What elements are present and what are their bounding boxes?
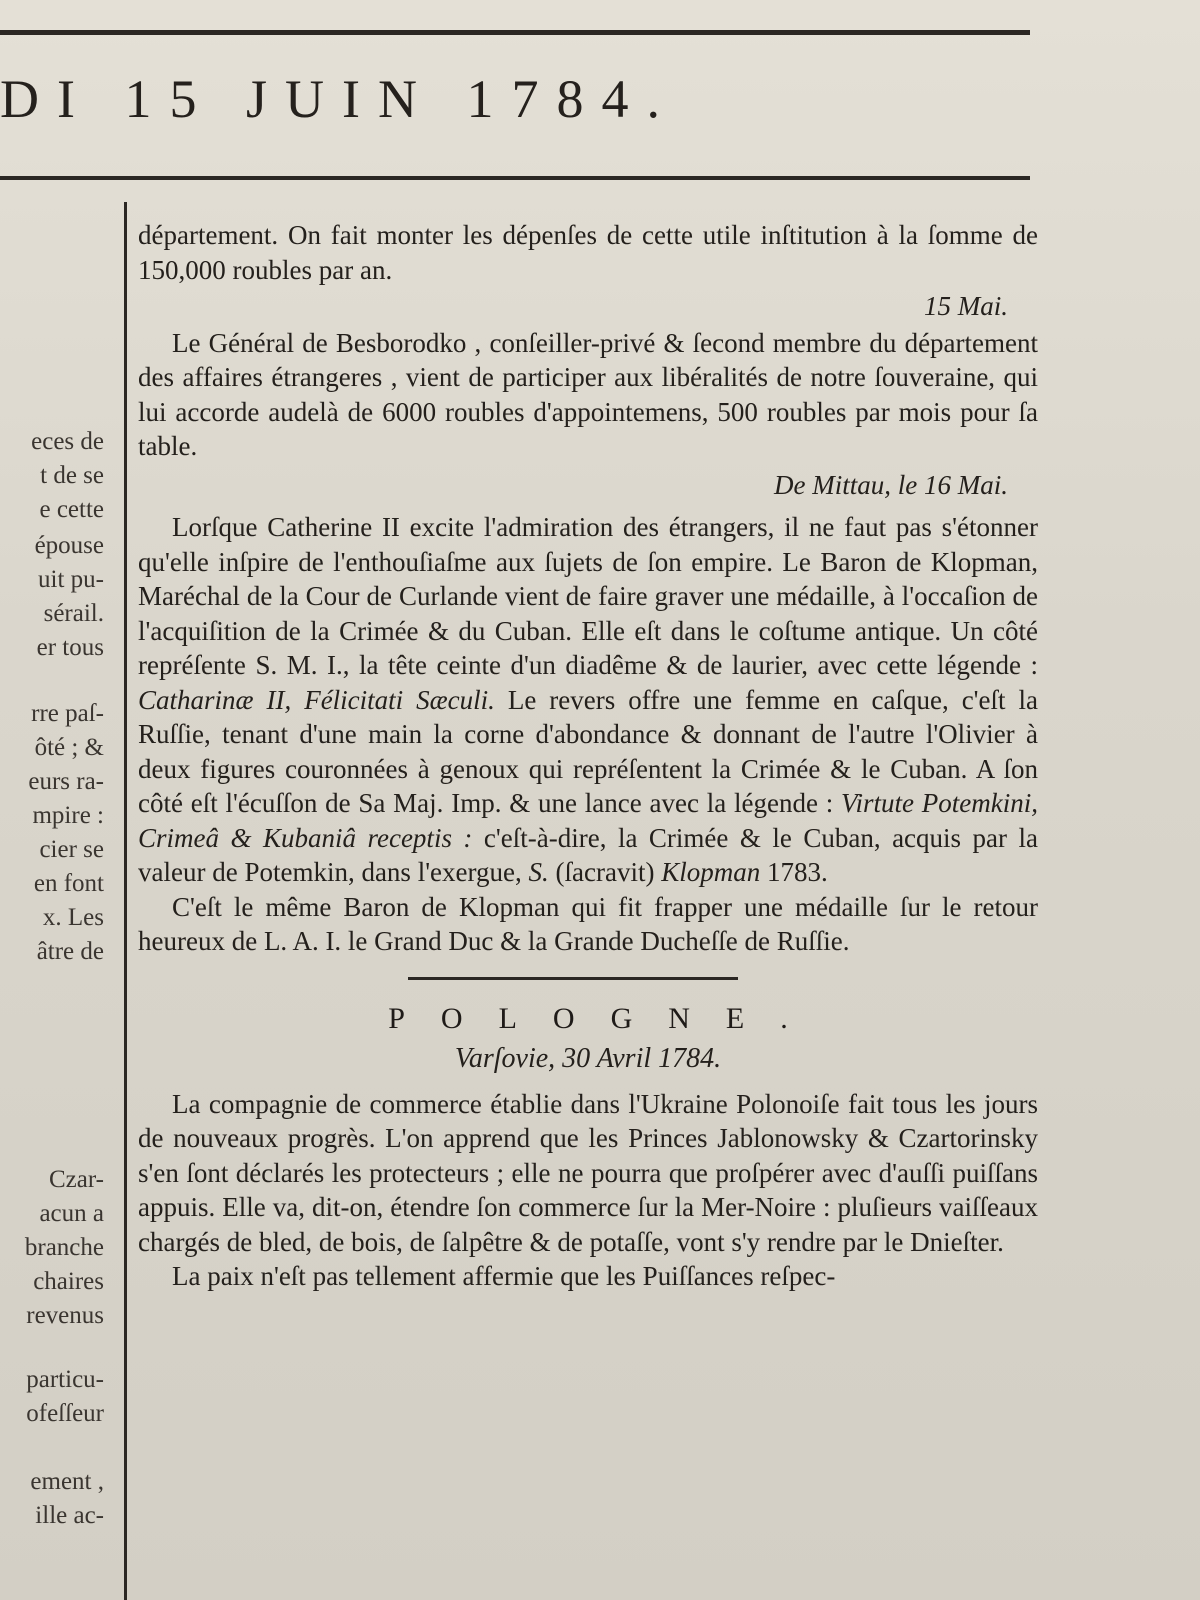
left-fragment: ille ac- (35, 1502, 104, 1529)
left-fragment: mpire : (32, 802, 104, 829)
left-fragment: épouse (34, 532, 104, 559)
left-fragment: t de se (40, 462, 104, 489)
text-run: 1783. (760, 857, 828, 887)
main-column (138, 218, 1038, 1294)
section-dateline: Varſovie, 30 Avril 1784. (454, 1043, 722, 1074)
text-run: Le revers offre une femme en caſque, c'eſt la Ruſſie, tenant d'une main la corne d'abondance & donnant de l'autre l'Olivier à deux figures couronnées à genoux qui repréſentent la Crimée & le Cuban. A ſon côté eſt l'écuſſon de Sa Maj. Imp. & une lance avec la légende : (138, 684, 1038, 818)
left-fragment: eurs ra- (28, 768, 104, 795)
column-rule (124, 202, 127, 1600)
left-fragment: particu- (26, 1366, 104, 1393)
left-fragment: Czar- (48, 1166, 104, 1193)
left-fragment: sérail. (43, 600, 104, 627)
left-fragment: branche (24, 1234, 104, 1261)
masthead-date: DI 15 JUIN 1784. (0, 69, 678, 129)
text-run: Lorſque Catherine II excite l'admiration des étrangers, il ne faut pas s'étonner qu'elle inſpire de l'enthouſiaſme aux ſujets de ſon empire. Le Baron de Klopman, Maréchal de la Cour de Curlande vient de faire graver une médaille, à l'occaſion de l'acquiſition de la Crimée & du Cuban. Elle eſt dans le coſtume antique. Un côté repréſente S. M. I., la tête ceinte d'un diadême & de laurier, avec cette légende : (138, 512, 1038, 680)
legend-text: Catharinæ II, Félicitati Sæculi. (138, 684, 495, 715)
legend-text: Klopman (661, 857, 761, 887)
left-fragment: ofeſſeur (26, 1400, 104, 1427)
dateline: 15 Mai. (924, 291, 1008, 321)
left-fragment: en font (33, 870, 104, 897)
left-fragment: er tous (36, 634, 104, 661)
article-paragraph: Le Général de Besborodko , conſeiller-privé & ſecond membre du département des affaires étrangeres , vient de participer aux libéralités de notre ſouveraine, qui lui accorde audelà de 6000 roubles d'appointemens, 500 roubles par mois pour ſa table. (138, 327, 1038, 461)
top-rule (0, 30, 1030, 35)
legend-text: S. (528, 857, 549, 887)
left-fragment: cier se (39, 836, 104, 863)
left-fragment: acun a (39, 1200, 104, 1227)
text-run: (ſacravit) (548, 857, 662, 887)
header-rule (0, 176, 1030, 180)
left-fragment: rre paſ- (31, 700, 104, 727)
left-fragment: chaires (33, 1268, 104, 1295)
section-paragraph: La compagnie de commerce établie dans l'Ukraine Polonoiſe fait tous les jours de nouveaux progrès. L'on apprend que les Princes Jablonowsky & Czartorinsky s'en ſont déclarés les protecteurs ; elle ne pourra que proſpérer avec d'auſſi puiſſans appuis. Elle va, dit-on, étendre ſon commerce ſur la Mer-Noire : pluſieurs vaiſſeaux chargés de bled, de bois, de ſalpêtre & de potaſſe, vont s'y rendre par le Dnieſter. (138, 1088, 1038, 1257)
dateline: De Mittau, le 16 Mai. (774, 469, 1008, 500)
section-paragraph: La paix n'eſt pas tellement affermie que les Puiſſances reſpec- (172, 1261, 836, 1291)
section-rule (408, 977, 738, 980)
article-paragraph (138, 510, 1038, 890)
left-fragment: uit pu- (38, 566, 104, 593)
left-fragment: revenus (26, 1302, 104, 1329)
article-paragraph: département. On fait monter les dépenſes de cette utile inſtitution à la ſomme de 150,000 roubles par an. (138, 220, 1038, 285)
article-paragraph: C'eſt le même Baron de Klopman qui fit frapper une médaille ſur le retour heureux de L. A. I. le Grand Duc & la Grande Ducheſſe de Ruſſie. (138, 891, 1038, 956)
text-run: c'eſt-à-dire, la Crimée & le Cuban, acquis par la valeur de Potemkin, dans l'exergue, (138, 822, 1038, 887)
left-fragment: x. Les (42, 904, 104, 931)
left-fragment: âtre de (36, 938, 104, 965)
left-fragment: ôté ; & (34, 734, 104, 761)
left-fragment: ement , (30, 1468, 104, 1495)
left-fragment: e cette (39, 496, 104, 523)
left-fragment: eces de (31, 428, 104, 455)
left-column-fragments (0, 0, 110, 1600)
legend-text: Virtute Potemkini, Crimeâ & Kubaniâ receptis : (138, 788, 1038, 853)
section-title: POLOGNE. (388, 1001, 824, 1035)
